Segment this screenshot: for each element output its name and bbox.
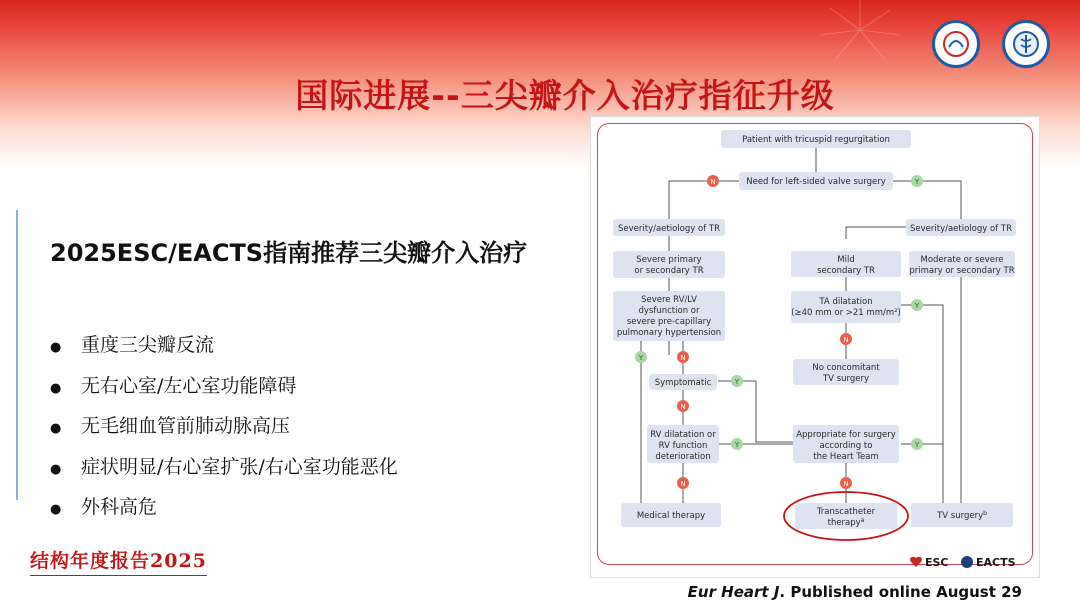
- moderate-line1: Moderate or severe: [920, 255, 1004, 265]
- yes-badge: [911, 175, 923, 187]
- svg-text:Y: Y: [914, 302, 920, 310]
- svg-text:N: N: [680, 403, 686, 411]
- yes-badge: [731, 375, 743, 387]
- guideline-flowchart: [590, 116, 1040, 578]
- esc-logo: [910, 556, 948, 569]
- svg-text:N: N: [680, 480, 686, 488]
- accent-rule: [16, 210, 18, 500]
- rv-dilation-line2: RV function: [658, 441, 708, 451]
- need-left-label: Need for left-sided valve surgery: [746, 177, 886, 187]
- no-badge: [840, 477, 852, 489]
- svg-text:Y: Y: [734, 378, 740, 386]
- appropriate-line2: according to: [819, 441, 873, 451]
- severe-rv-line1: Severe RV/LV: [641, 295, 697, 305]
- svg-text:Y: Y: [914, 441, 920, 449]
- page-title: 国际进展--三尖瓣介入治疗指征升级: [295, 76, 835, 115]
- citation: [688, 583, 1022, 601]
- severity-left-label: Severity/aetiology of TR: [618, 224, 720, 234]
- symptomatic-label: Symptomatic: [654, 378, 712, 388]
- mild-line1: Mild: [837, 255, 855, 265]
- no-badge: [840, 333, 852, 345]
- list-item: ● 外科高危: [50, 496, 158, 518]
- indication-list: [50, 325, 398, 528]
- mild-line2: secondary TR: [817, 266, 875, 276]
- firework-decoration: [790, 0, 930, 80]
- medical-therapy-label: Medical therapy: [636, 511, 706, 521]
- rv-dilation-line3: deterioration: [655, 452, 711, 462]
- severe-primary-line2: or secondary TR: [634, 266, 704, 276]
- no-badge: [677, 477, 689, 489]
- patient-label: Patient with tricuspid regurgitation: [742, 135, 890, 145]
- section-heading: 2025ESC/EACTS指南推荐三尖瓣介入治疗: [50, 239, 528, 267]
- no-concomitant-line2: TV surgery: [822, 374, 870, 384]
- appropriate-line1: Appropriate for surgery: [796, 430, 896, 440]
- rv-dilation-line1: RV dilatation or: [650, 430, 716, 440]
- no-concomitant-line1: No concomitant: [812, 363, 880, 373]
- svg-text:N: N: [843, 480, 849, 488]
- list-item: ● 症状明显/右心室扩张/右心室功能恶化: [50, 455, 398, 478]
- svg-text:ESC: ESC: [925, 556, 949, 569]
- severity-right-label: Severity/aetiology of TR: [910, 224, 1012, 234]
- severe-primary-line1: Severe primary: [636, 255, 702, 265]
- svg-text:N: N: [710, 178, 716, 186]
- svg-text:EACTS: EACTS: [976, 556, 1016, 569]
- no-badge: [677, 400, 689, 412]
- appropriate-line3: the Heart Team: [813, 452, 879, 462]
- list-item: ● 无右心室/左心室功能障碍: [50, 374, 297, 397]
- yes-badge: [911, 299, 923, 311]
- citation-text: . Published online August 29: [779, 583, 1022, 601]
- yes-badge: [911, 438, 923, 450]
- no-badge: [677, 351, 689, 363]
- society-logo: [932, 20, 980, 68]
- svg-text:N: N: [680, 354, 686, 362]
- hospital-logo: [1002, 20, 1050, 68]
- ta-dilation-line1: TA dilatation: [819, 297, 873, 307]
- journal-name: Eur Heart J: [687, 583, 780, 601]
- logo-group: [932, 20, 1050, 68]
- transcatheter-line1: Transcatheter: [816, 507, 876, 517]
- severe-rv-line3: severe pre-capillary: [626, 317, 712, 327]
- no-badge: [707, 175, 719, 187]
- list-item: ● 重度三尖瓣反流: [50, 334, 215, 356]
- moderate-line2: primary or secondary TR: [909, 266, 1015, 276]
- tv-surgery-label: TV surgery$^b$: [937, 510, 987, 521]
- eacts-logo: [961, 556, 1016, 569]
- severe-rv-line4: pulmonary hypertension: [616, 328, 722, 338]
- svg-text:Y: Y: [914, 178, 920, 186]
- severe-rv-line2: dysfunction or: [638, 306, 700, 316]
- ta-dilation-box: [791, 291, 901, 323]
- ta-dilation-line2: (≥40 mm or >21 mm/m²): [791, 308, 901, 318]
- svg-text:Y: Y: [638, 354, 644, 362]
- yes-badge: [731, 438, 743, 450]
- transcatheter-line2: therapy$^a$: [827, 517, 865, 528]
- svg-text:N: N: [843, 336, 849, 344]
- list-item: ● 无毛细血管前肺动脉高压: [50, 415, 291, 437]
- report-label: 结构年度报告2025: [30, 546, 207, 576]
- svg-text:Y: Y: [734, 441, 740, 449]
- yes-badge: [635, 351, 647, 363]
- heart-icon: [910, 557, 922, 567]
